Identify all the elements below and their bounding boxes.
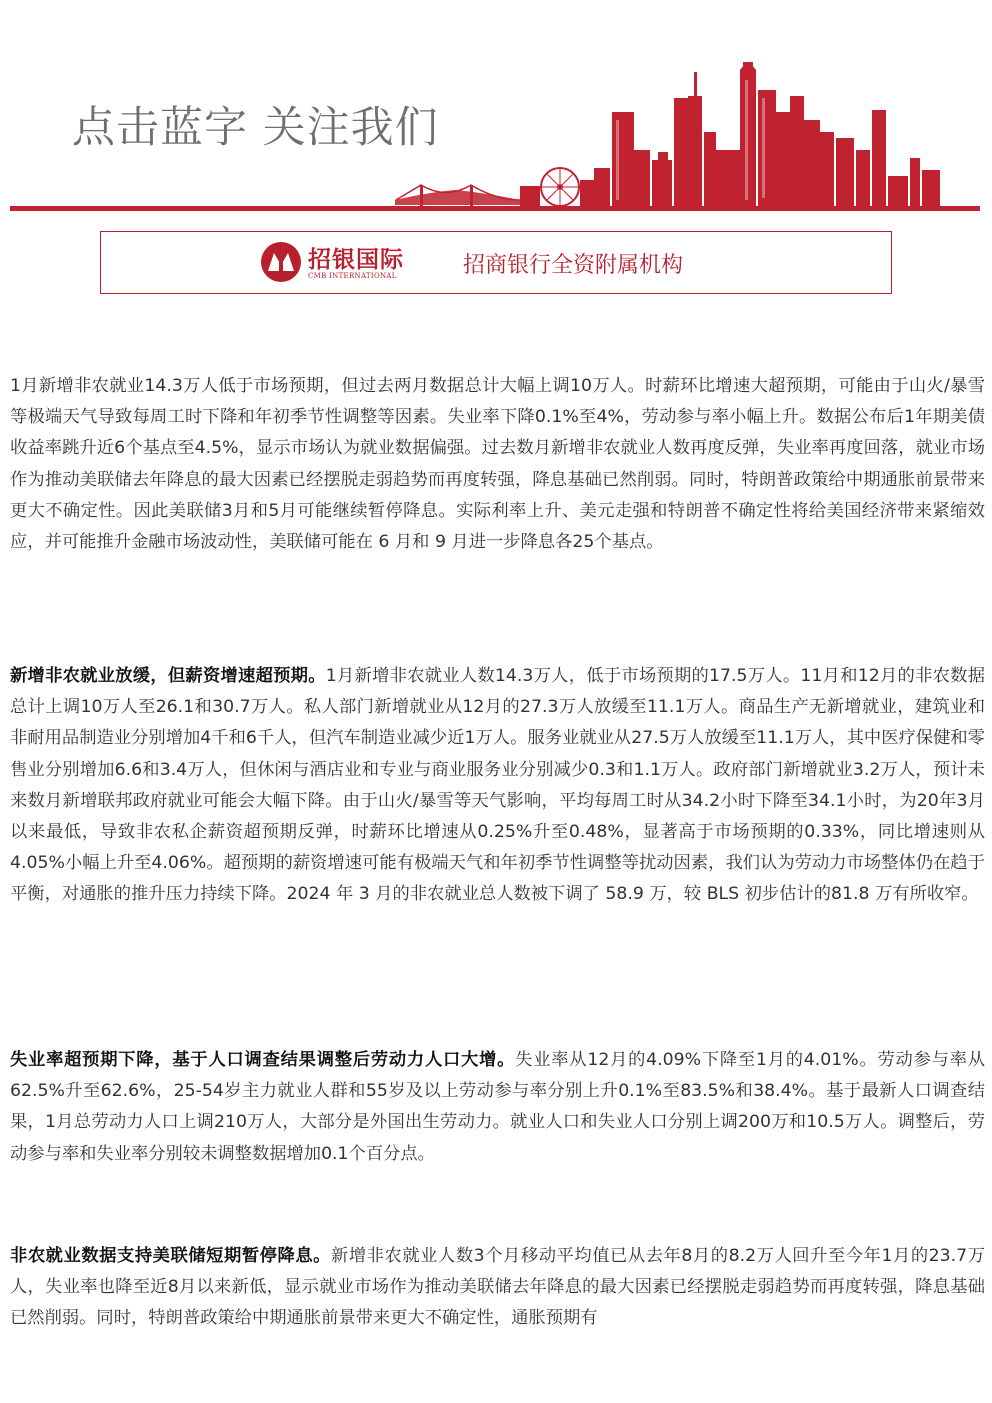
paragraph-lead: 新增非农就业放缓，但薪资增速超预期。: [10, 666, 326, 686]
follow-us-title[interactable]: 点击蓝字 关注我们: [72, 103, 439, 153]
cmbi-logo-icon: [260, 241, 302, 283]
paragraph-body: 1月新增非农就业人数14.3万人，低于市场预期的17.5万人。11月和12月的非农数据总计上调10万人至26.1和30.7万人。私人部门新增就业从12月的27.3万人放缓至11.1万人。商品生产无新增就业，建筑业和非耐用品制造业分别增加4千和6千人，但汽车制造业减少近1万人。服务业就业从27.5万人放缓至11.1万人，其中医疗保健和零售业分别增加6.6和3.4万人，但休闲与酒店业和专业与商业服务业分别减少0.3和1.1万人。政府部门新增就业3.2万人，预计未来数月新增联邦政府就业可能会大幅下降。由于山火/暴雪等天气影响，平均每周工时从34.2小时下降至34.1小时，为20年3月以来最低，导致非农私企薪资超预期反弹，时薪环比增速从0.25%升至0.48%，显著高于市场预期的0.33%，同比增速则从4.05%小幅上升至4.06%。超预期的薪资增速可能有极端天气和年初季节性调整等扰动因素，我们认为劳动力市场整体仍在趋于平衡，对通胀的推升压力持续下降。2024 年 3 月的非农就业总人数被下调了 58.9 万，较 BLS 初步估计的81.8 万有所收窄。: [10, 666, 985, 905]
cmbi-banner: [100, 231, 892, 294]
paragraph-body: 1月新增非农就业14.3万人低于市场预期，但过去两月数据总计大幅上调10万人。时薪环比增速大超预期，可能由于山火/暴雪等极端天气导致每周工时下降和年初季节性调整等因素。失业率下降0.1%至4%，劳动参与率小幅上升。数据公布后1年期美债收益率跳升近6个基点至4.5%，显示市场认为就业数据偏强。过去数月新增非农就业人数再度反弹，失业率再度回落，就业市场作为推动美联储去年降息的最大因素已经摆脱走弱趋势而再度转强，降息基础已然削弱。同时，特朗普政策给中期通胀前景带来更大不确定性。因此美联储3月和5月可能继续暂停降息。实际利率上升、美元走强和特朗普不确定性将给美国经济带来紧缩效应，并可能推升金融市场波动性，美联储可能在 6 月和 9 月进一步降息各25个基点。: [10, 376, 985, 553]
paragraph-unemployment: [10, 1045, 985, 1170]
paragraph-lead: 失业率超预期下降，基于人口调查结果调整后劳动力人口大增。: [10, 1050, 516, 1070]
logo-english-name: CMB INTERNATIONAL: [308, 272, 397, 280]
banner-tagline: 招商银行全资附属机构: [463, 253, 684, 278]
paragraph-lead: 非农就业数据支持美联储短期暂停降息。: [10, 1246, 331, 1266]
paragraph-body: 新增非农就业人数3个月移动平均值已从去年8月的8.2万人回升至今年1月的23.7万人，失业率也降至近8月以来新低，显示就业市场作为推动美联储去年降息的最大因素已经摆脱走弱趋势而再度转强，降息基础已然削弱。同时，特朗普政策给中期通胀前景带来更大不确定性，通胀预期有: [10, 1246, 985, 1329]
page-header: [0, 0, 992, 220]
paragraph-summary: [10, 371, 985, 558]
paragraph-payrolls: [10, 661, 985, 911]
logo-chinese-name: 招银国际: [308, 246, 404, 273]
paragraph-fed-outlook: [10, 1241, 985, 1335]
paragraph-body: 失业率从12月的4.09%下降至1月的4.01%。劳动参与率从62.5%升至62.6%，25-54岁主力就业人群和55岁及以上劳动参与率分别上升0.1%至83.5%和38.4%。基于最新人口调查结果，1月总劳动力人口上调210万人，大部分是外国出生劳动力。就业人口和失业人口分别上调200万和10.5万人。调整后，劳动参与率和失业率分别较未调整数据增加0.1个百分点。: [10, 1050, 985, 1164]
